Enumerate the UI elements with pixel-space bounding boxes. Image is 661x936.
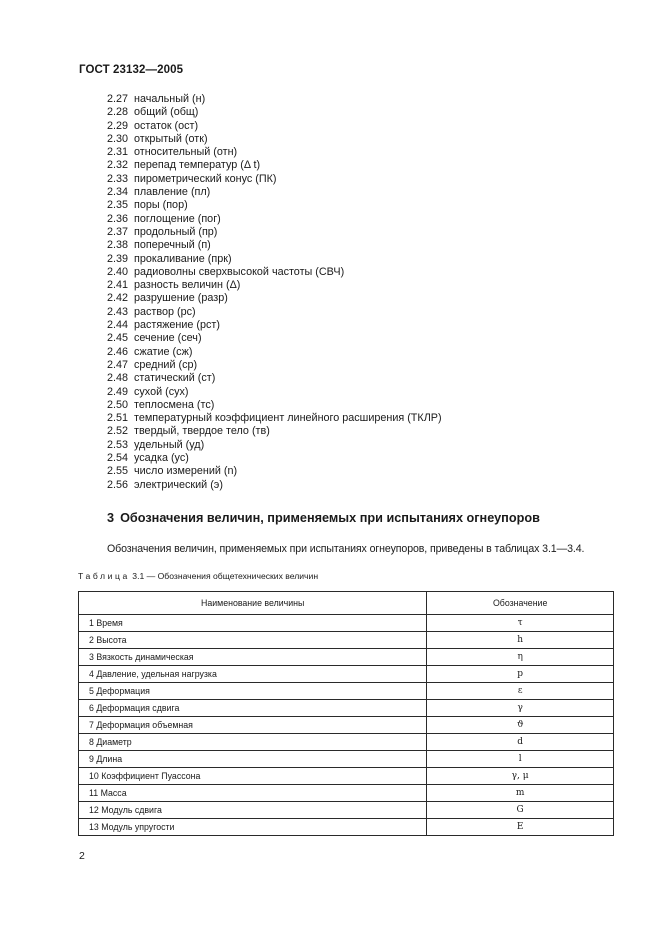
list-item-number: 2.29	[107, 119, 129, 132]
list-item-text: поры (пор)	[134, 199, 188, 212]
list-item-number: 2.55	[107, 465, 129, 478]
list-item-text: остаток (ост)	[134, 119, 199, 132]
quantity-symbol: E	[427, 819, 614, 836]
list-item-number: 2.34	[107, 186, 129, 199]
table-row	[79, 700, 614, 717]
table-row	[79, 768, 614, 785]
list-item-number: 2.46	[107, 345, 129, 358]
list-item-number: 2.36	[107, 212, 129, 225]
list-item-text: продольный (пр)	[134, 225, 218, 238]
list-item	[107, 146, 442, 159]
list-item-number: 2.28	[107, 106, 129, 119]
quantity-name: 11 Масса	[79, 785, 427, 802]
list-item-number: 2.27	[107, 93, 129, 105]
table-row	[79, 615, 614, 632]
list-item-text: теплосмена (тс)	[134, 398, 215, 411]
table-row	[79, 683, 614, 700]
list-item-number: 2.39	[107, 252, 129, 265]
quantity-symbol: τ	[427, 615, 614, 632]
list-item	[107, 439, 442, 452]
list-item	[107, 159, 442, 172]
intro-paragraph: Обозначения величин, применяемых при испытаниях огнеупоров, приведены в таблицах 3.1—3.4.	[107, 543, 585, 555]
list-item-number: 2.51	[107, 412, 129, 425]
list-item	[107, 332, 442, 345]
list-item	[107, 319, 442, 332]
list-item	[107, 93, 442, 106]
list-item	[107, 292, 442, 305]
list-item-text: начальный (н)	[134, 93, 206, 105]
list-item-number: 2.45	[107, 332, 129, 345]
table-row	[79, 734, 614, 751]
table-row	[79, 666, 614, 683]
list-item-text: перепад температур (Δ t)	[134, 159, 261, 172]
table-row	[79, 819, 614, 836]
list-item-number: 2.54	[107, 452, 129, 465]
quantity-symbol: γ	[427, 700, 614, 717]
quantity-symbol: γ, μ	[427, 768, 614, 785]
table-row	[79, 649, 614, 666]
list-item-text: электрический (э)	[134, 478, 223, 491]
list-item-number: 2.53	[107, 438, 129, 451]
quantity-symbol: d	[427, 734, 614, 751]
list-item	[107, 346, 442, 359]
list-item	[107, 120, 442, 133]
list-item-number: 2.38	[107, 239, 129, 252]
list-item-text: сухой (сух)	[134, 385, 189, 398]
list-item-text: поглощение (пог)	[134, 212, 221, 225]
table-row	[79, 802, 614, 819]
list-item-number: 2.41	[107, 279, 129, 292]
list-item	[107, 372, 442, 385]
list-item-text: средний (ср)	[134, 358, 198, 371]
quantity-name: 9 Длина	[79, 751, 427, 768]
quantity-name: 5 Деформация	[79, 683, 427, 700]
table-row	[79, 785, 614, 802]
abbreviation-list	[107, 93, 442, 492]
list-item	[107, 186, 442, 199]
list-item-number: 2.40	[107, 265, 129, 278]
quantities-table	[78, 591, 614, 836]
list-item	[107, 239, 442, 252]
list-item-text: удельный (уд)	[134, 438, 205, 451]
list-item-text: сжатие (сж)	[134, 345, 193, 358]
list-item-text: статический (ст)	[134, 372, 216, 385]
list-item	[107, 199, 442, 212]
list-item-text: пирометрический конус (ПК)	[134, 172, 277, 185]
list-item-number: 2.52	[107, 425, 129, 438]
list-item-text: радиоволны сверхвысокой частоты (СВЧ)	[134, 265, 345, 278]
table-row	[79, 717, 614, 734]
list-item-text: температурный коэффициент линейного расширения (ТКЛР)	[134, 412, 442, 425]
quantity-symbol: l	[427, 751, 614, 768]
quantity-name: 2 Высота	[79, 632, 427, 649]
list-item-text: общий (общ)	[134, 106, 199, 119]
list-item	[107, 359, 442, 372]
quantity-name: 3 Вязкость динамическая	[79, 649, 427, 666]
list-item	[107, 399, 442, 412]
list-item	[107, 106, 442, 119]
list-item	[107, 425, 442, 438]
document-header: ГОСТ 23132—2005	[79, 64, 184, 76]
section-number: 3	[107, 511, 115, 525]
table-caption-label: Таблица	[78, 571, 130, 581]
list-item-text: разность величин (Δ)	[134, 279, 241, 292]
list-item-number: 2.47	[107, 358, 129, 371]
quantity-symbol: ϑ	[427, 717, 614, 734]
quantity-symbol: m	[427, 785, 614, 802]
list-item-number: 2.32	[107, 159, 129, 172]
section-title: Обозначения величин, применяемых при испытаниях огнеупоров	[120, 511, 540, 525]
table-row	[79, 632, 614, 649]
list-item	[107, 386, 442, 399]
quantity-name: 4 Давление, удельная нагрузка	[79, 666, 427, 683]
list-item-number: 2.42	[107, 292, 129, 305]
list-item	[107, 279, 442, 292]
table-row	[79, 751, 614, 768]
table-header-row	[79, 592, 614, 615]
list-item	[107, 465, 442, 478]
list-item	[107, 479, 442, 492]
quantity-symbol: η	[427, 649, 614, 666]
list-item-number: 2.44	[107, 319, 129, 332]
table-body	[79, 615, 614, 836]
list-item-number: 2.48	[107, 372, 129, 385]
list-item-text: число измерений (n)	[134, 465, 238, 478]
list-item	[107, 306, 442, 319]
quantity-name: 6 Деформация сдвига	[79, 700, 427, 717]
quantity-name: 10 Коэффициент Пуассона	[79, 768, 427, 785]
list-item	[107, 266, 442, 279]
list-item	[107, 253, 442, 266]
quantity-name: 8 Диаметр	[79, 734, 427, 751]
list-item-number: 2.43	[107, 305, 129, 318]
quantity-symbol: p	[427, 666, 614, 683]
list-item-number: 2.56	[107, 478, 129, 491]
list-item-number: 2.33	[107, 172, 129, 185]
section-heading	[107, 511, 540, 525]
quantity-symbol: G	[427, 802, 614, 819]
list-item-text: сечение (сеч)	[134, 332, 202, 345]
quantity-name: 12 Модуль сдвига	[79, 802, 427, 819]
header-symbol: Обозначение	[427, 592, 614, 615]
list-item-text: растяжение (рст)	[134, 319, 220, 332]
list-item-number: 2.30	[107, 132, 129, 145]
table-caption-text: 3.1 — Обозначения общетехнических величин	[132, 571, 319, 581]
list-item-text: раствор (рс)	[134, 305, 196, 318]
list-item	[107, 133, 442, 146]
list-item	[107, 213, 442, 226]
page-number: 2	[79, 850, 85, 862]
quantity-name: 1 Время	[79, 615, 427, 632]
list-item-number: 2.31	[107, 146, 129, 159]
list-item-number: 2.49	[107, 385, 129, 398]
quantity-symbol: ε	[427, 683, 614, 700]
list-item	[107, 412, 442, 425]
quantity-symbol: h	[427, 632, 614, 649]
list-item-text: твердый, твердое тело (тв)	[134, 425, 270, 438]
list-item-number: 2.50	[107, 398, 129, 411]
table-caption	[78, 571, 318, 581]
list-item-text: разрушение (разр)	[134, 292, 228, 305]
list-item-text: открытый (отк)	[134, 132, 208, 145]
list-item-text: усадка (ус)	[134, 452, 189, 465]
list-item-text: плавление (пл)	[134, 186, 211, 199]
quantity-name: 7 Деформация объемная	[79, 717, 427, 734]
list-item	[107, 173, 442, 186]
list-item-text: прокаливание (прк)	[134, 252, 232, 265]
list-item	[107, 226, 442, 239]
list-item-text: относительный (отн)	[134, 146, 238, 159]
list-item-number: 2.37	[107, 225, 129, 238]
list-item-number: 2.35	[107, 199, 129, 212]
list-item-text: поперечный (п)	[134, 239, 211, 252]
header-name: Наименование величины	[79, 592, 427, 615]
quantity-name: 13 Модуль упругости	[79, 819, 427, 836]
list-item	[107, 452, 442, 465]
